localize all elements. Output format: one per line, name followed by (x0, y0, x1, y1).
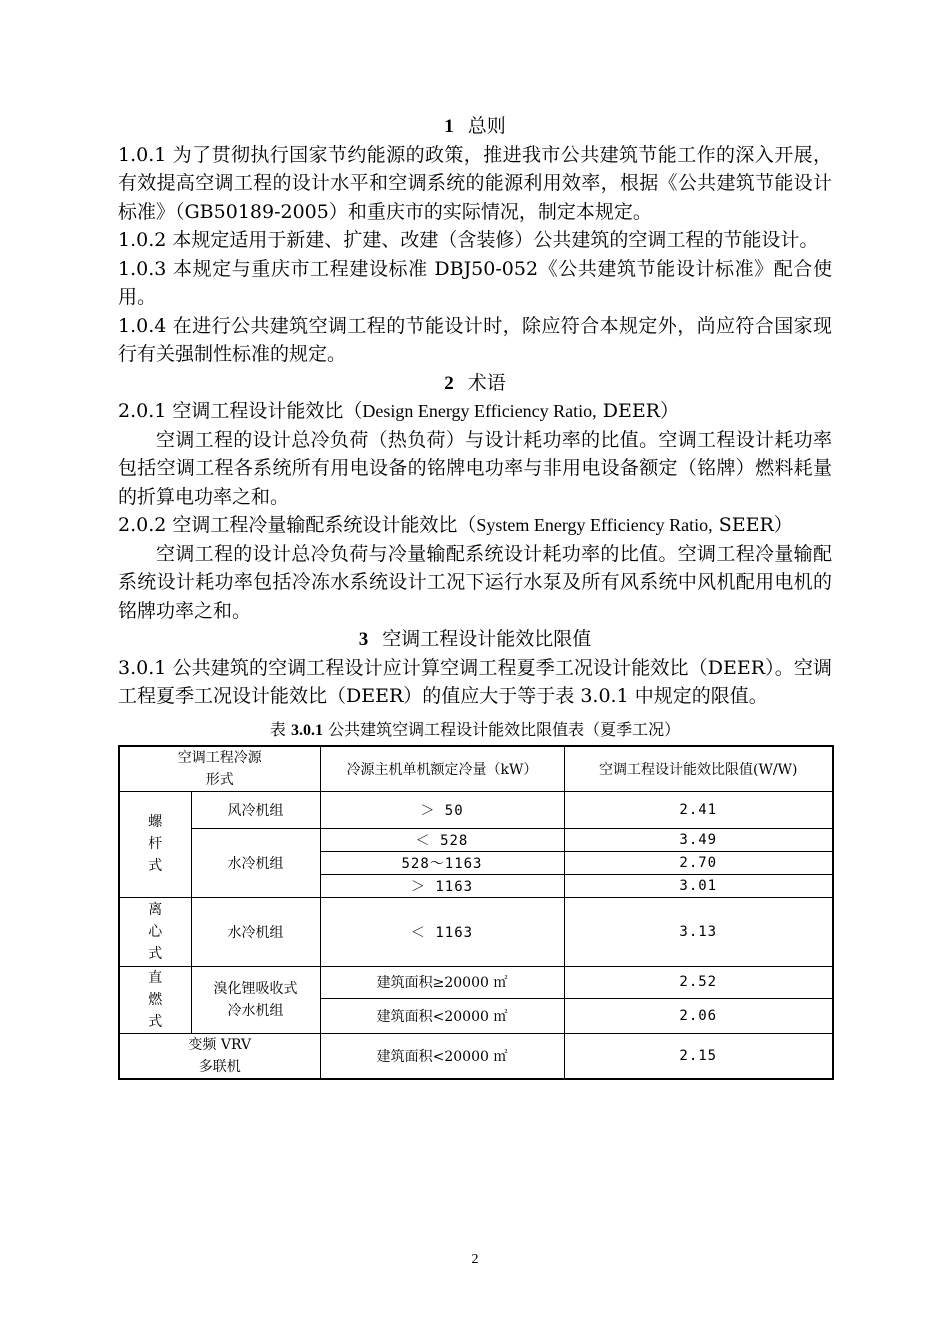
type-air-cooled: 风冷机组 (191, 791, 320, 828)
clause-2-0-1-title: 2.0.1 空调工程设计能效比（Design Energy Efficiency Ratio, DEER） (118, 400, 679, 422)
capacity-cell: 建筑面积<20000 ㎡ (320, 998, 564, 1033)
clause-2-0-1-body: 空调工程的设计总冷负荷（热负荷）与设计耗功率的比值。空调工程设计耗功率包括空调工程各系统所有用电设备的铭牌电功率与非用电设备额定（铭牌）燃料耗量的折算电功率之和。 (118, 428, 832, 508)
header-source-type: 空调工程冷源 形式 (119, 746, 320, 792)
clause-1-0-4: 1.0.4 在进行公共建筑空调工程的节能设计时，除应符合本规定外，尚应符合国家现行有关强制性标准的规定。 (118, 314, 832, 365)
limit-cell: 3.13 (564, 897, 833, 966)
section-heading-3: 3 空调工程设计能效比限值 (358, 628, 592, 650)
limit-cell: 3.01 (564, 874, 833, 897)
group-screw: 螺 杆 式 (119, 791, 191, 897)
section-heading-2: 2 术语 (444, 371, 506, 394)
limit-cell: 2.52 (564, 966, 833, 998)
capacity-cell: ＜ 528 (320, 828, 564, 851)
clause-3-0-1: 3.0.1 公共建筑的空调工程设计应计算空调工程夏季工况设计能效比（DEER）。空调工程夏季工况设计能效比（DEER）的值应大于等于表 3.0.1 中规定的限值。 (118, 656, 832, 707)
clause-1-0-1: 1.0.1 为了贯彻执行国家节约能源的政策，推进我市公共建筑节能工作的深入开展，有效提高空调工程的设计水平和空调系统的能源利用效率，根据《公共建筑节能设计标准》（GB50189-2005）和重庆市的实际情况，制定本规定。 (118, 143, 832, 223)
clause-1-0-2: 1.0.2 本规定适用于新建、扩建、改建（含装修）公共建筑的空调工程的节能设计。 (118, 229, 819, 251)
capacity-cell: ＞ 1163 (320, 874, 564, 897)
table-row (119, 897, 833, 966)
clause-1-0-3: 1.0.3 本规定与重庆市工程建设标准 DBJ50-052《公共建筑节能设计标准》配合使用。 (118, 257, 832, 308)
table-row (119, 791, 833, 828)
document-body (118, 112, 832, 1080)
capacity-cell: ＞ 50 (320, 791, 564, 828)
table-row (119, 1033, 833, 1079)
clause-2-0-2-body: 空调工程的设计总冷负荷与冷量输配系统设计耗功率的比值。空调工程冷量输配系统设计耗功率包括冷冻水系统设计工况下运行水泵及所有风系统中风机配用电机的铭牌功率之和。 (118, 542, 832, 622)
header-limit: 空调工程设计能效比限值(W/W) (564, 746, 833, 792)
limit-cell: 2.06 (564, 998, 833, 1033)
table-caption: 表 3.0.1 公共建筑空调工程设计能效比限值表（夏季工况） (269, 719, 681, 739)
page-number: 2 (471, 1252, 479, 1267)
group-direct-fired: 直 燃 式 (119, 966, 191, 1033)
table-row (119, 966, 833, 998)
group-vrv: 变频 VRV 多联机 (119, 1033, 320, 1079)
table-header-row (119, 746, 833, 792)
header-capacity: 冷源主机单机额定冷量（kW） (320, 746, 564, 792)
limit-cell: 2.41 (564, 791, 833, 828)
group-centrifugal: 离 心 式 (119, 897, 191, 966)
type-water-cooled: 水冷机组 (191, 828, 320, 897)
deer-limit-table (118, 745, 834, 1081)
limit-cell: 2.70 (564, 851, 833, 874)
capacity-cell: ＜ 1163 (320, 897, 564, 966)
type-water-cooled: 水冷机组 (191, 897, 320, 966)
limit-cell: 3.49 (564, 828, 833, 851)
table-row (119, 828, 833, 851)
capacity-cell: 建筑面积<20000 ㎡ (320, 1033, 564, 1079)
capacity-cell: 528～1163 (320, 851, 564, 874)
type-lithium-bromide: 溴化锂吸收式 冷水机组 (191, 966, 320, 1033)
limit-cell: 2.15 (564, 1033, 833, 1079)
capacity-cell: 建筑面积≥20000 ㎡ (320, 966, 564, 998)
section-heading-1: 1 总则 (444, 115, 506, 137)
clause-2-0-2-title: 2.0.2 空调工程冷量输配系统设计能效比（System Energy Efficiency Ratio, SEER） (118, 514, 793, 536)
